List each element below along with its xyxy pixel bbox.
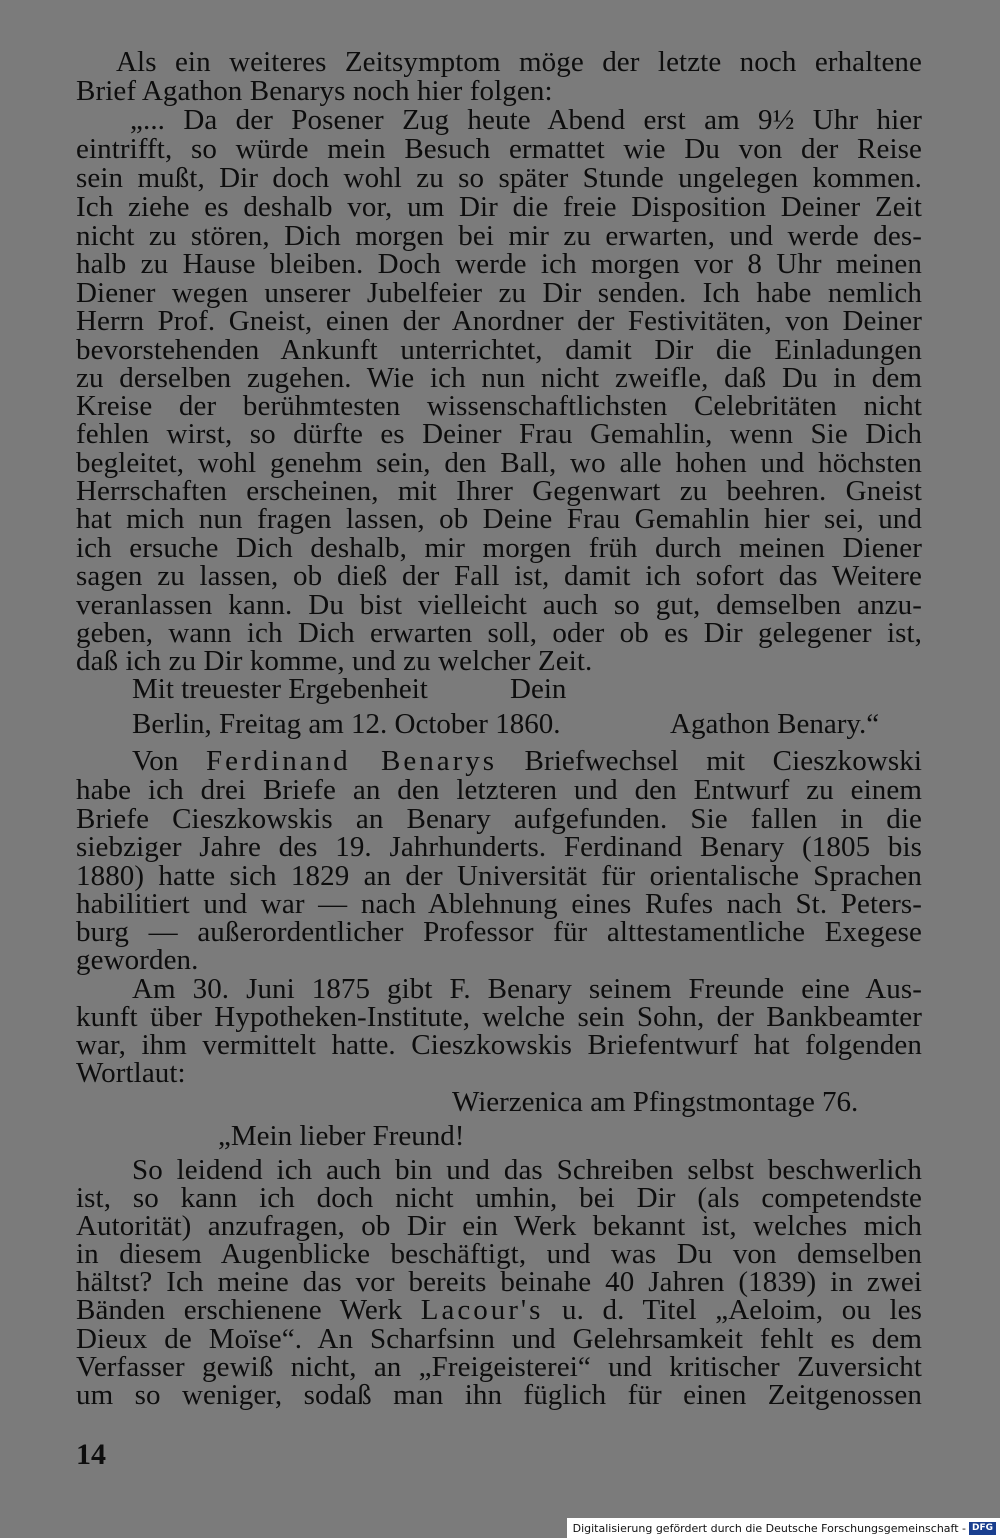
- letter-place-date: Berlin, Freitag am 12. October 1860.: [132, 708, 561, 740]
- person-name-spaced: Ferdinand Benarys: [206, 745, 498, 777]
- text-line: 1880) hatte sich 1829 an der Universität für orientalische Sprachen: [76, 860, 922, 892]
- text-line: sein mußt, Dir doch wohl zu so später Stunde ungelegen kommen.: [76, 162, 922, 194]
- text-line: hältst? Ich meine das vor bereits beinahe 40 Jahren (1839) in zwei: [76, 1266, 922, 1298]
- text-line: Ich ziehe es deshalb vor, um Dir die freie Disposition Deiner Zeit: [76, 191, 922, 223]
- text-line: ich ersuche Dich deshalb, mir morgen früh durch meinen Diener: [76, 532, 922, 564]
- text-run: u. d. Titel „Aeloim, ou les: [561, 1294, 922, 1326]
- text-line: daß ich zu Dir komme, und zu welcher Zeit.: [76, 645, 593, 677]
- text-line: ist, so kann ich doch nicht umhin, bei Dir (als competendste: [76, 1182, 922, 1214]
- text-run: Von: [132, 745, 179, 777]
- text-line: [132, 747, 922, 776]
- digitization-footer: [567, 1518, 1000, 1538]
- text-line: zu derselben zugehen. Wie ich nun nicht zweifle, daß Du in dem: [76, 362, 922, 394]
- text-line: fehlen wirst, so dürfte es Deiner Frau Gemahlin, wenn Sie Dich: [76, 418, 922, 450]
- text-line: Als ein weiteres Zeitsymptom möge der letzte noch erhaltene: [116, 46, 922, 78]
- text-line: eintrifft, so würde mein Besuch ermattet wie Du von der Reise: [76, 133, 922, 165]
- page-number: 14: [76, 1438, 106, 1471]
- text-line: Wortlaut:: [76, 1057, 186, 1089]
- text-run: Bänden erschienene Werk: [76, 1294, 403, 1326]
- letter-signature: Agathon Benary.“: [670, 708, 880, 740]
- text-line: hat mich nun fragen lassen, ob Deine Frau Gemahlin hier sei, und: [76, 503, 922, 535]
- text-line: sagen zu lassen, ob dieß der Fall ist, damit ich sofort das Weitere: [76, 560, 922, 592]
- text-line: geben, wann ich Dich erwarten soll, oder ob es Dir gelegener ist,: [76, 617, 922, 649]
- text-line: [76, 1296, 922, 1325]
- text-line: bevorstehenden Ankunft unterrichtet, damit Dir die Einladungen: [76, 334, 922, 366]
- text-line: „... Da der Posener Zug heute Abend erst am 9½ Uhr hier: [130, 104, 922, 136]
- letter-dateline: Wierzenica am Pfingstmontage 76.: [452, 1086, 859, 1118]
- letter-closing-dein: Dein: [510, 673, 567, 705]
- dfg-logo-icon: DFG: [969, 1522, 996, 1535]
- letter-closing-greeting: Mit treuester Ergebenheit: [132, 673, 428, 705]
- text-line: habilitiert und war — nach Ablehnung eines Rufes nach St. Peters-: [76, 888, 922, 920]
- text-line: Herrschaften erscheinen, mit Ihrer Gegenwart zu beehren. Gneist: [76, 475, 922, 507]
- text-line: veranlassen kann. Du bist vielleicht auch so gut, demselben anzu-: [76, 589, 922, 621]
- text-line: Kreise der berühmtesten wissenschaftlichsten Celebritäten nicht: [76, 390, 922, 422]
- text-line: Herrn Prof. Gneist, einen der Anordner der Festivitäten, von Deiner: [76, 305, 922, 337]
- text-line: Brief Agathon Benarys noch hier folgen:: [76, 75, 553, 107]
- text-line: Dieux de Moïse“. An Scharfsinn und Gelehrsamkeit fehlt es dem: [76, 1323, 922, 1355]
- author-name-spaced: Lacour's: [420, 1294, 544, 1326]
- letter-salutation: „Mein lieber Freund!: [218, 1120, 465, 1152]
- text-line: siebziger Jahre des 19. Jahrhunderts. Ferdinand Benary (1805 bis: [76, 831, 922, 863]
- text-line: burg — außerordentlicher Professor für alttestamentliche Exegese: [76, 916, 922, 948]
- text-line: um so weniger, sodaß man ihn füglich für einen Zeitgenossen: [76, 1379, 922, 1411]
- text-line: kunft über Hypotheken-Institute, welche sein Sohn, der Bankbeamter: [76, 1001, 922, 1033]
- text-line: habe ich drei Briefe an den letzteren und den Entwurf zu einem: [76, 774, 922, 806]
- text-line: So leidend ich auch bin und das Schreiben selbst beschwerlich: [132, 1154, 922, 1186]
- text-line: Am 30. Juni 1875 gibt F. Benary seinem Freunde eine Aus-: [132, 973, 922, 1005]
- text-line: Briefe Cieszkowskis an Benary aufgefunden. Sie fallen in die: [76, 803, 922, 835]
- footer-text: Digitalisierung gefördert durch die Deutsche Forschungsgemeinschaft -: [572, 1521, 966, 1535]
- text-line: Autorität) anzufragen, ob Dir ein Werk bekannt ist, welches mich: [76, 1210, 922, 1242]
- text-line: begleitet, wohl genehm sein, den Ball, wo alle hohen und höchsten: [76, 447, 922, 479]
- text-line: nicht zu stören, Dich morgen bei mir zu erwarten, und werde des-: [76, 220, 922, 252]
- text-line: Diener wegen unserer Jubelfeier zu Dir senden. Ich habe nemlich: [76, 277, 922, 309]
- text-line: geworden.: [76, 944, 199, 976]
- text-line: Verfasser gewiß nicht, an „Freigeisterei“ und kritischer Zuversicht: [76, 1351, 922, 1383]
- text-line: war, ihm vermittelt hatte. Cieszkowskis Briefentwurf hat folgenden: [76, 1029, 922, 1061]
- text-run: Briefwechsel mit Cieszkowski: [524, 745, 922, 777]
- text-line: in diesem Augenblicke beschäftigt, und was Du von demselben: [76, 1238, 922, 1270]
- text-line: halb zu Hause bleiben. Doch werde ich morgen vor 8 Uhr meinen: [76, 248, 922, 280]
